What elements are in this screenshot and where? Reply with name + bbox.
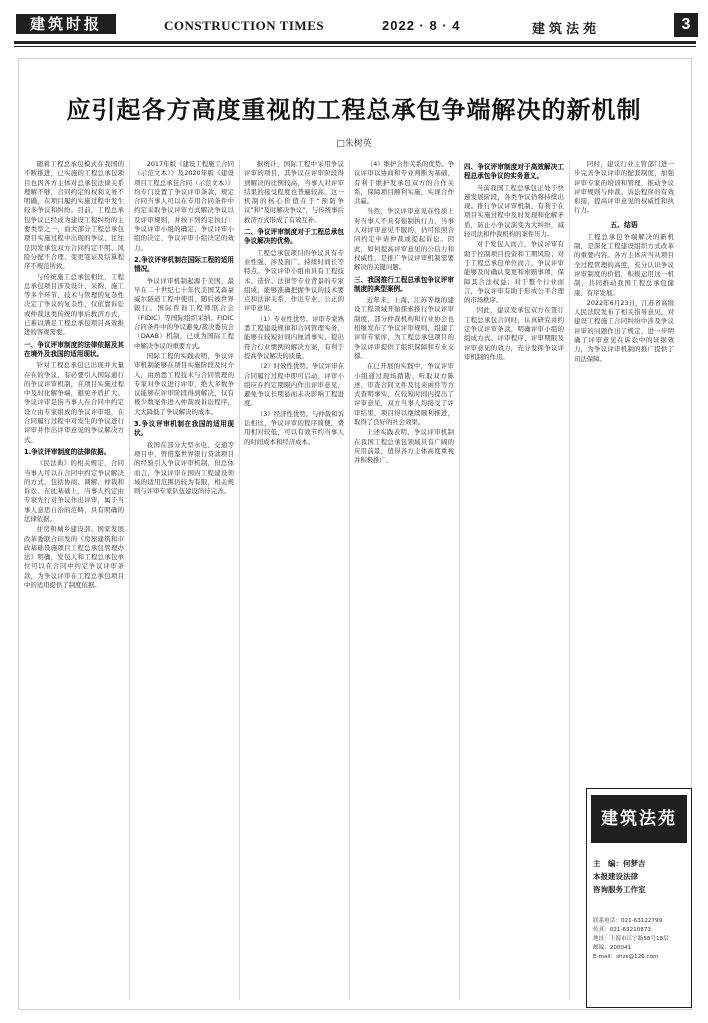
column-divider xyxy=(459,160,460,1000)
article-column xyxy=(24,160,124,1000)
body-paragraph: 对于发包人而言，争议评审有助于控制项目投资和工期风险；对于工程总承包单位而言，争议评审能够及时确认变更和索赔事项，保障其合法权益；对于整个行业而言，争议评审有助于形成公平合理的市场秩序。 xyxy=(464,240,564,305)
body-paragraph: 当然，争议评审意见在性质上对当事人不具有强制执行力，当事人对评审意见不服的，仍可依照合同约定申请仲裁或提起诉讼。因此，如何提高评审意见的公信力和权威性，是推广争议评审机制需要解决的关键问题。 xyxy=(354,207,454,272)
body-paragraph: 同时，建议行业主管部门进一步完善争议评审的配套制度，加强评审专家的培训和管理，推动争议评审规则与仲裁、诉讼程序的有效衔接，提高评审意见的权威性和执行力。 xyxy=(574,160,674,215)
editor-line: 主 编：何梦吉 xyxy=(593,859,646,868)
contact-line: E-mail：shzs@126.com xyxy=(593,954,659,960)
section-heading: 三、我国推行工程总承包争议评审制度的典型案例。 xyxy=(354,275,454,293)
body-paragraph: 工程总承包争端解决的新机制，是深化工程建设组织方式改革的重要内容。各方主体应当从项目全过程管理的高度，充分认识争议评审制度的价值，积极运用这一机制，共同推动我国工程总承包健康、有序发展。 xyxy=(574,232,674,297)
article-headline: 应引起各方高度重视的工程总承包争端解决的新机制 xyxy=(66,96,642,124)
article-byline: □朱树英 xyxy=(336,139,372,149)
section-heading: 一、争议评审制度的法律依据及其在境外及我国的适用现状。 xyxy=(24,340,124,358)
newspaper-brand: 建筑时报 xyxy=(16,14,116,34)
body-paragraph: 住房和城乡建设部、国家发展改革委联合印发的《房屋建筑和市政基础设施项目工程总承包管理办法》明确，发包人和工程总承包单位可以在合同中约定争议评审条款，为争议评审在工程总承包项目中的适用提供了制度依据。 xyxy=(24,525,124,590)
issue-date: 2022 · 8 · 4 xyxy=(382,18,461,33)
section-name: 建筑法苑 xyxy=(532,22,601,37)
body-paragraph: 与传统施工总承包相比，工程总承包项目涉及设计、采购、施工等多个环节，技术与管理的复杂性决定了争议的复杂性，仅依靠诉讼或仲裁这类传统的事后救济方式，已难以满足工程总承包项目高效推进的客观需要。 xyxy=(24,272,124,337)
column-divider xyxy=(349,160,350,1000)
masthead-rule-thin xyxy=(14,46,696,47)
body-paragraph: 工程总承包项目的争议具有专业性强、涉及面广、持续时间长等特点。争议评审小组由具有工程技术、造价、法律等专业背景的专家组成，能够准确把握争议的技术要点和法律关系，作出专业、公正的评审意见。 xyxy=(244,248,344,313)
body-paragraph: 在已开展的实践中，争议评审小组通过现场踏勘、听取双方陈述、审查合同文件及往来函件等方式查明事实，在较短时间内提出了评审意见，双方当事人均接受了评审结果，项目得以继续顺利推进，取得了良好的社会效果。 xyxy=(354,362,454,427)
article-column xyxy=(464,160,564,1000)
contact-info xyxy=(593,917,687,962)
column-divider xyxy=(569,160,570,1000)
page-number: 3 xyxy=(674,13,698,37)
body-paragraph: 当前我国工程总承包正处于快速发展阶段，各类争议仍将持续出现。推行争议评审机制，有利于在项目实施过程中及时发现和化解矛盾，防止小争议演变为大纠纷，减轻司法和仲裁机构的案件压力。 xyxy=(464,183,564,239)
section-heading: 1.争议评审制度的法律依据。 xyxy=(24,447,111,456)
newspaper-english-name: CONSTRUCTION TIMES xyxy=(164,18,325,33)
column-divider xyxy=(239,160,240,1000)
body-paragraph: 2022年6月23日，江苏省高级人民法院发布了相关指导意见，对建设工程施工合同纠纷中涉及争议评审的问题作出了规定，进一步明确了评审意见在诉讼中的证据效力，为争议评审机制的推广提供了司法保障。 xyxy=(574,298,674,363)
body-paragraph: 针对工程总承包已出现并大量存在的争议，有必要引入国际通行的争议评审机制，在项目实施过程中及时化解争端，避免矛盾扩大。争议评审是指当事人在合同中约定设立由专家组成的争议评审组，在合同履行过程中对发生的争议进行评审并作出评审意见的争议解决方式。 xyxy=(24,361,124,444)
article-column xyxy=(574,160,674,780)
body-paragraph: 上述实践表明，争议评审机制在我国工程总承包领域具有广阔的应用前景，值得各方主体高度重视并积极推广。 xyxy=(354,428,454,465)
contact-line: 地址：上海市江宁路58号18层 xyxy=(593,936,669,942)
section-heading: 四、争议评审制度对于高效解决工程总承包争议的实务意义。 xyxy=(464,163,564,181)
column-divider xyxy=(129,160,130,1000)
editor-line: 本报建设法律 xyxy=(593,872,638,881)
body-paragraph: 近年来，上海、江苏等地的建设工程领域开始探索推行争议评审制度，部分仲裁机构和行业协会也相继发布了争议评审规则，组建了评审专家库，为工程总承包项目的争议评审提供了组织保障和专业支撑。 xyxy=(354,296,454,360)
editor-line: 咨询服务工作室 xyxy=(593,885,646,894)
contact-line: 传真：021-63210873 xyxy=(593,927,651,933)
body-paragraph: （2）时效性优势。争议评审在合同履行过程中即可启动，评审小组应在约定期限内作出评审意见，避免争议长期悬而未决影响工程进度。 xyxy=(244,362,344,408)
body-paragraph: 随着工程总承包模式在我国的不断推进，已实施的工程总承包项目也因各方主体对总承包法律关系理解不够，合同约定的权利义务不明确，在项目履约实施过程中发生较多争议和纠纷。目前，工程总承包争议已经成为建设工程纠纷的主要类型之一，而大部分工程总承包项目实施过程中出现的争议，往往是因发承包双方合同约定不明、风险分配不合理、变更签证及结算程序不规范所致。 xyxy=(24,160,124,271)
column-title: 建筑法苑 xyxy=(591,795,687,843)
body-paragraph: 据统计，国际工程中采用争议评审的项目，其争议在评审阶段得到解决的比例较高，当事人对评审结果的接受程度也普遍较高。这一机制的核心价值在于“预防争议”和“及时解决争议”，与传统事后救济方式形成了有效互补。 xyxy=(244,160,344,224)
contact-line: 联系电话：021-63122799 xyxy=(593,918,663,924)
body-paragraph: 因此，建议发承包双方在签订工程总承包合同时，认真研究并约定争议评审条款，明确评审小组的组成方式、评审程序、评审期限及评审意见的效力，充分发挥争议评审机制的作用。 xyxy=(464,306,564,361)
body-paragraph: 《民法典》的相关规定，合同当事人可以在合同中约定争议解决的方式，包括协商、调解、仲裁和诉讼。在此基础上，当事人约定由专家先行对争议作出评审，属于当事人意思自治的范畴，具有明确的法律依据。 xyxy=(24,459,124,523)
body-paragraph: （1）专业性优势。评审专家熟悉工程建设规律和合同管理实务，能够在较短时间内厘清事实，提出符合行业惯例的解决方案，有利于提高争议解决的质量。 xyxy=(244,314,344,360)
body-paragraph: 2017年版《建设工程施工合同（示范文本）》及2020年版《建设项目工程总承包合同（示范文本）》均专门设置了争议评审条款，规定合同当事人可以在专用合同条件中约定采取争议评审方式解决争议以及评审规则，并按下列约定执行：争议评审小组的确定、争议评审小组的决定、争议评审小组决定的效力。 xyxy=(134,160,234,252)
masthead-rule xyxy=(14,41,696,44)
column-info-box xyxy=(586,788,692,1008)
section-heading: 五、结语 xyxy=(610,220,638,229)
body-paragraph: 国际工程的实践表明，争议评审机制能够在项目实施阶段及时介入，由熟悉工程技术与合同管理的专家对争议进行评审，绝大多数争议能够在评审阶段得到解决，仅有极少数案件进入仲裁或诉讼程序，大大降低了争议解决的成本。 xyxy=(134,351,234,416)
article-column xyxy=(354,160,454,1000)
masthead xyxy=(14,6,696,40)
section-heading: 2.争议评审机制在国际工程的适用情况。 xyxy=(134,255,234,274)
contact-line: 邮编：200041 xyxy=(593,945,632,951)
section-heading: 二、争议评审制度对于工程总承包争议解决的优势。 xyxy=(244,228,344,246)
body-paragraph: （4）维护合作关系的优势。争议评审以协商和专业判断为基础，有利于维护发承包双方的合作关系，保障项目顺利实施，实现合作共赢。 xyxy=(354,160,454,206)
article-column xyxy=(134,160,234,1000)
body-paragraph: 我国在部分大型水电、交通等项目中，曾借鉴世界银行贷款项目的经验引入争议评审机制，但总体而言，争议评审在国内工程建设领域的适用范围仍较为有限，相关规则与评审专家队伍建设尚待完善。 xyxy=(134,440,234,496)
editor-info xyxy=(593,857,687,896)
body-paragraph: 争议评审机制起源于美国，最早在二十世纪七十年代美国艾森豪威尔隧道工程中使用，随后被世界银行、国际咨询工程师联合会（FIDIC）等国际组织采纳。FIDIC合同条件中的争议避免/裁决委员会（DAAB）机制，已成为国际工程中解决争议的重要方式。 xyxy=(134,276,234,350)
section-heading: 3.争议评审机制在我国的适用现状。 xyxy=(134,420,234,438)
article-column xyxy=(244,160,344,1000)
body-paragraph: （3）经济性优势。与仲裁和诉讼相比，争议评审的程序简便，费用相对较低，可以有效节约当事人的时间成本和经济成本。 xyxy=(244,409,344,446)
